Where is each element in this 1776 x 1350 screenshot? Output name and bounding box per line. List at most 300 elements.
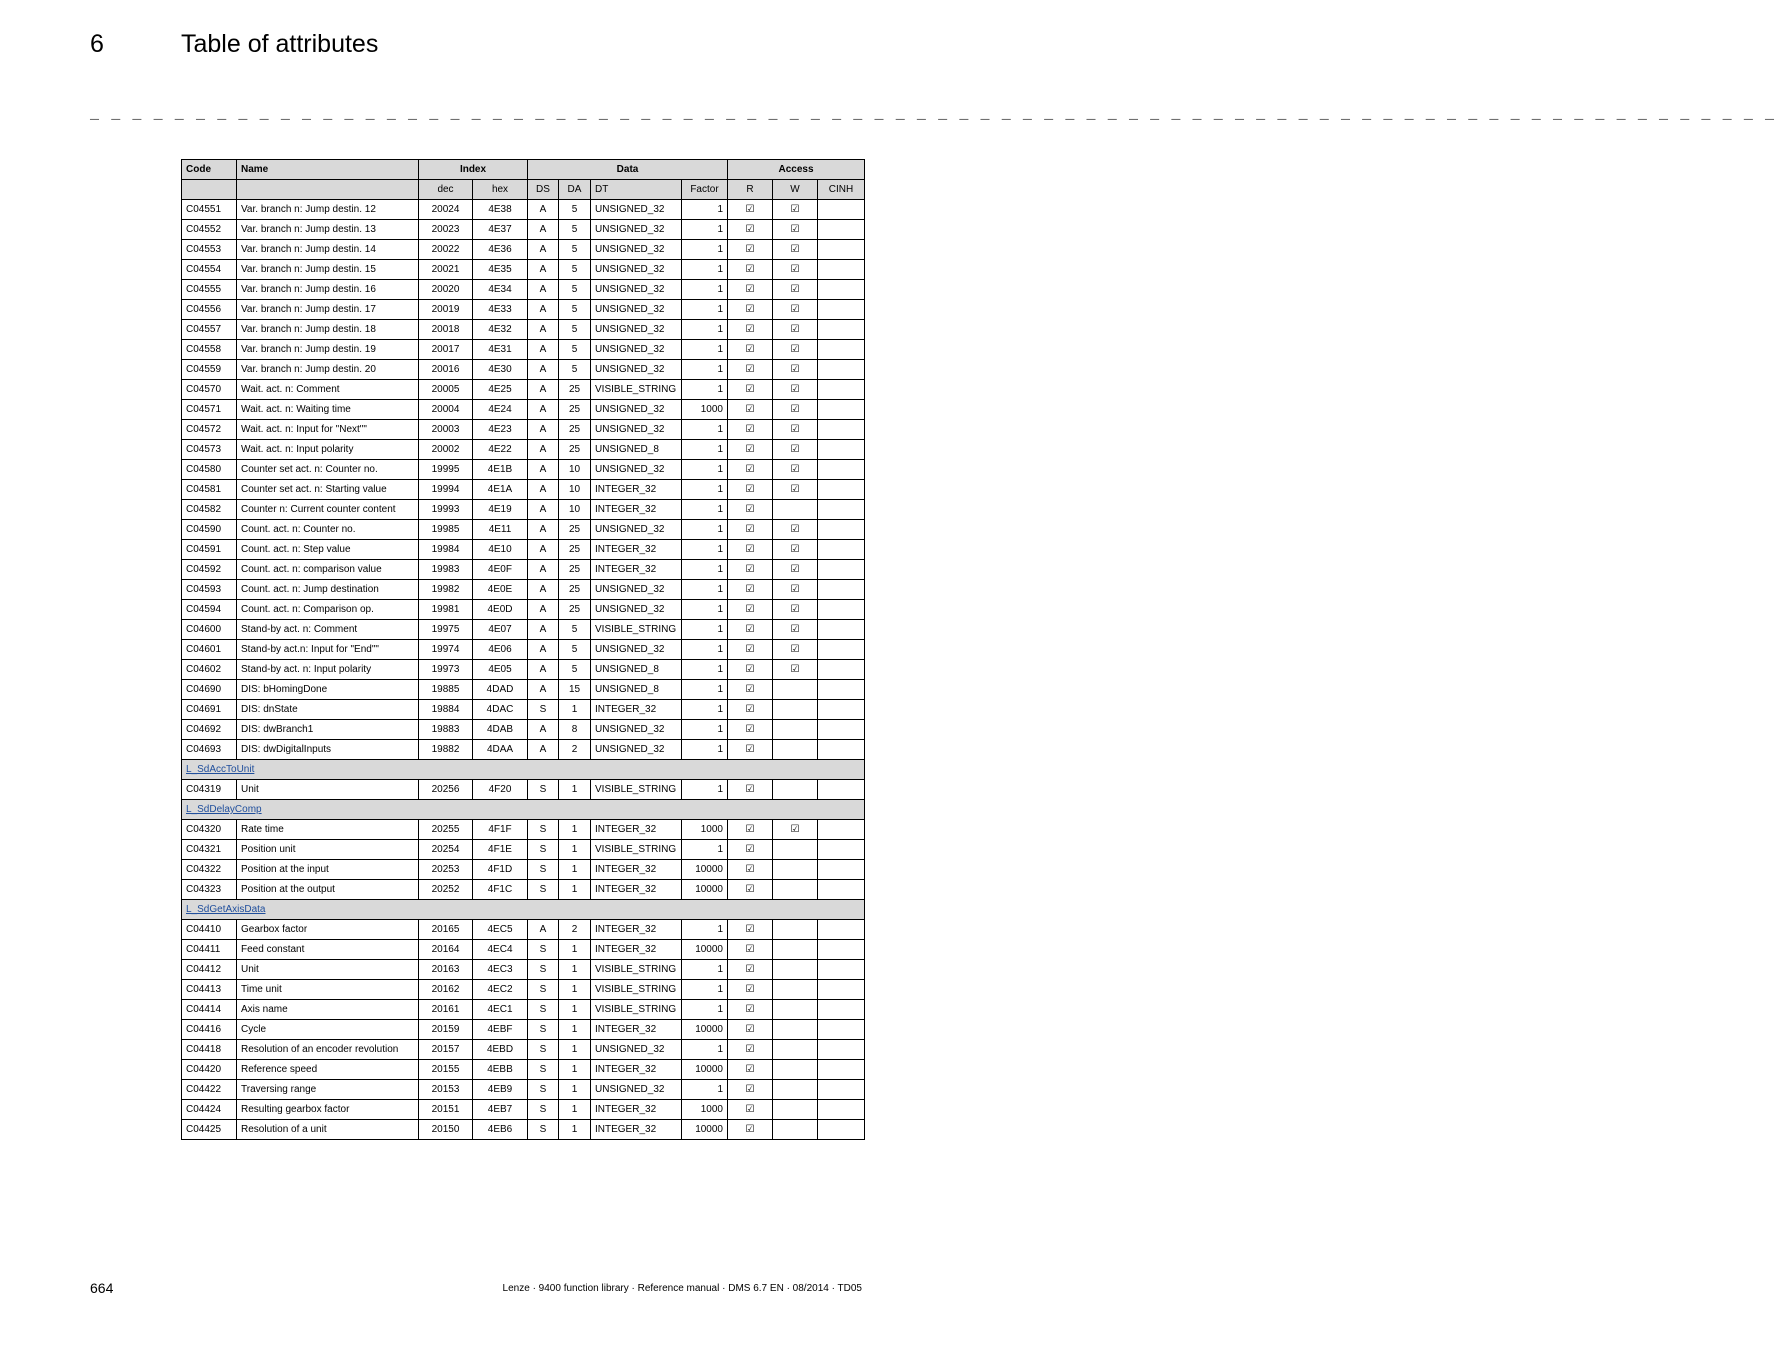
cell-dt: INTEGER_32 — [591, 480, 682, 500]
cell-cinh — [818, 940, 865, 960]
group-link[interactable]: L_SdAccToUnit — [186, 764, 255, 775]
cell-w — [773, 420, 818, 440]
table-row — [182, 360, 865, 380]
checkbox-checked-icon: ☑ — [745, 324, 755, 335]
cell-dt: UNSIGNED_32 — [591, 600, 682, 620]
cell-w — [773, 240, 818, 260]
cell-name: Traversing range — [237, 1080, 419, 1100]
table-row — [182, 620, 865, 640]
checkbox-checked-icon: ☑ — [745, 244, 755, 255]
cell-da: 5 — [559, 360, 591, 380]
cell-factor: 1000 — [682, 400, 728, 420]
cell-code: C04692 — [182, 720, 237, 740]
cell-code: C04557 — [182, 320, 237, 340]
cell-name: Unit — [237, 780, 419, 800]
cell-factor: 1 — [682, 320, 728, 340]
group-row — [182, 800, 865, 820]
cell-r — [728, 680, 773, 700]
cell-dt: UNSIGNED_8 — [591, 440, 682, 460]
cell-dec: 19885 — [419, 680, 473, 700]
cell-dt: UNSIGNED_8 — [591, 660, 682, 680]
cell-factor: 1 — [682, 680, 728, 700]
cell-ds: A — [528, 460, 559, 480]
cell-dec: 20023 — [419, 220, 473, 240]
cell-code: C04600 — [182, 620, 237, 640]
checkbox-checked-icon: ☑ — [790, 284, 800, 295]
cell-name: Wait. act. n: Waiting time — [237, 400, 419, 420]
col-subheader-blank — [182, 180, 237, 200]
cell-dec: 20150 — [419, 1120, 473, 1140]
cell-r — [728, 500, 773, 520]
cell-ds: A — [528, 280, 559, 300]
cell-r — [728, 260, 773, 280]
cell-factor: 10000 — [682, 1120, 728, 1140]
group-cell — [182, 800, 865, 820]
checkbox-checked-icon: ☑ — [745, 204, 755, 215]
cell-name: Wait. act. n: Input polarity — [237, 440, 419, 460]
table-row — [182, 1040, 865, 1060]
cell-r — [728, 620, 773, 640]
cell-dec: 20151 — [419, 1100, 473, 1120]
cell-name: Counter set act. n: Counter no. — [237, 460, 419, 480]
cell-r — [728, 420, 773, 440]
checkbox-checked-icon: ☑ — [745, 344, 755, 355]
cell-w — [773, 400, 818, 420]
cell-name: Wait. act. n: Input for "Next"" — [237, 420, 419, 440]
cell-cinh — [818, 420, 865, 440]
cell-name: DIS: bHomingDone — [237, 680, 419, 700]
cell-dec: 20021 — [419, 260, 473, 280]
cell-ds: A — [528, 220, 559, 240]
cell-hex: 4F1F — [473, 820, 528, 840]
cell-dec: 19975 — [419, 620, 473, 640]
group-cell — [182, 900, 865, 920]
cell-code: C04319 — [182, 780, 237, 800]
cell-dt: UNSIGNED_32 — [591, 720, 682, 740]
cell-code: C04320 — [182, 820, 237, 840]
cell-cinh — [818, 560, 865, 580]
cell-w — [773, 380, 818, 400]
cell-cinh — [818, 520, 865, 540]
cell-cinh — [818, 400, 865, 420]
cell-w — [773, 780, 818, 800]
cell-code: C04420 — [182, 1060, 237, 1080]
cell-da: 1 — [559, 980, 591, 1000]
checkbox-checked-icon: ☑ — [745, 924, 755, 935]
cell-name: Stand-by act. n: Input polarity — [237, 660, 419, 680]
checkbox-checked-icon: ☑ — [745, 1124, 755, 1135]
cell-factor: 1 — [682, 640, 728, 660]
cell-cinh — [818, 840, 865, 860]
cell-hex: 4EC5 — [473, 920, 528, 940]
cell-ds: A — [528, 660, 559, 680]
cell-hex: 4EBF — [473, 1020, 528, 1040]
cell-w — [773, 360, 818, 380]
cell-factor: 1 — [682, 500, 728, 520]
col-subheader-dt: DT — [591, 180, 682, 200]
checkbox-checked-icon: ☑ — [745, 824, 755, 835]
cell-dt: VISIBLE_STRING — [591, 980, 682, 1000]
cell-dec: 20003 — [419, 420, 473, 440]
cell-w — [773, 880, 818, 900]
cell-w — [773, 640, 818, 660]
cell-hex: 4E1A — [473, 480, 528, 500]
cell-cinh — [818, 220, 865, 240]
cell-da: 15 — [559, 680, 591, 700]
cell-hex: 4E0E — [473, 580, 528, 600]
cell-cinh — [818, 1060, 865, 1080]
col-header-code: Code — [182, 160, 237, 180]
cell-code: C04414 — [182, 1000, 237, 1020]
cell-factor: 10000 — [682, 940, 728, 960]
cell-r — [728, 360, 773, 380]
checkbox-checked-icon: ☑ — [790, 624, 800, 635]
cell-name: Rate time — [237, 820, 419, 840]
table-row — [182, 280, 865, 300]
cell-dt: VISIBLE_STRING — [591, 620, 682, 640]
cell-w — [773, 840, 818, 860]
cell-cinh — [818, 700, 865, 720]
cell-da: 5 — [559, 300, 591, 320]
cell-name: Count. act. n: Jump destination — [237, 580, 419, 600]
cell-r — [728, 580, 773, 600]
cell-dt: UNSIGNED_32 — [591, 580, 682, 600]
cell-factor: 1 — [682, 480, 728, 500]
cell-code: C04691 — [182, 700, 237, 720]
checkbox-checked-icon: ☑ — [745, 564, 755, 575]
table-row — [182, 700, 865, 720]
cell-name: Feed constant — [237, 940, 419, 960]
cell-code: C04571 — [182, 400, 237, 420]
checkbox-checked-icon: ☑ — [745, 1004, 755, 1015]
cell-dec: 19983 — [419, 560, 473, 580]
table-row — [182, 240, 865, 260]
cell-r — [728, 860, 773, 880]
cell-da: 25 — [559, 420, 591, 440]
checkbox-checked-icon: ☑ — [745, 424, 755, 435]
cell-dec: 20155 — [419, 1060, 473, 1080]
cell-ds: A — [528, 380, 559, 400]
cell-factor: 1 — [682, 660, 728, 680]
cell-cinh — [818, 580, 865, 600]
checkbox-checked-icon: ☑ — [790, 224, 800, 235]
table-row — [182, 260, 865, 280]
chapter-number: 6 — [90, 30, 104, 58]
cell-dec: 19993 — [419, 500, 473, 520]
cell-name: Var. branch n: Jump destin. 15 — [237, 260, 419, 280]
cell-cinh — [818, 240, 865, 260]
cell-w — [773, 660, 818, 680]
checkbox-checked-icon: ☑ — [745, 264, 755, 275]
cell-name: Count. act. n: comparison value — [237, 560, 419, 580]
cell-w — [773, 520, 818, 540]
cell-factor: 1 — [682, 720, 728, 740]
cell-name: Resulting gearbox factor — [237, 1100, 419, 1120]
cell-da: 1 — [559, 820, 591, 840]
cell-code: C04690 — [182, 680, 237, 700]
cell-dec: 20253 — [419, 860, 473, 880]
table-row — [182, 460, 865, 480]
cell-r — [728, 920, 773, 940]
cell-da: 1 — [559, 1060, 591, 1080]
group-link[interactable]: L_SdDelayComp — [186, 804, 262, 815]
cell-ds: S — [528, 1100, 559, 1120]
cell-w — [773, 920, 818, 940]
cell-factor: 1 — [682, 240, 728, 260]
cell-factor: 1 — [682, 700, 728, 720]
cell-factor: 1000 — [682, 1100, 728, 1120]
col-header-data: Data — [528, 160, 728, 180]
cell-r — [728, 440, 773, 460]
cell-cinh — [818, 740, 865, 760]
table-row — [182, 940, 865, 960]
cell-ds: A — [528, 680, 559, 700]
table-row — [182, 740, 865, 760]
cell-hex: 4E33 — [473, 300, 528, 320]
checkbox-checked-icon: ☑ — [745, 1084, 755, 1095]
cell-r — [728, 1040, 773, 1060]
cell-dec: 20254 — [419, 840, 473, 860]
cell-dec: 19884 — [419, 700, 473, 720]
col-header-name: Name — [237, 160, 419, 180]
table-row — [182, 1000, 865, 1020]
checkbox-checked-icon: ☑ — [790, 644, 800, 655]
cell-ds: S — [528, 960, 559, 980]
cell-da: 25 — [559, 540, 591, 560]
cell-w — [773, 940, 818, 960]
checkbox-checked-icon: ☑ — [745, 604, 755, 615]
cell-name: Wait. act. n: Comment — [237, 380, 419, 400]
cell-da: 5 — [559, 200, 591, 220]
cell-w — [773, 560, 818, 580]
cell-da: 25 — [559, 520, 591, 540]
cell-da: 5 — [559, 620, 591, 640]
table-row — [182, 560, 865, 580]
cell-ds: A — [528, 720, 559, 740]
cell-name: Var. branch n: Jump destin. 13 — [237, 220, 419, 240]
cell-da: 25 — [559, 380, 591, 400]
checkbox-checked-icon: ☑ — [790, 204, 800, 215]
cell-factor: 1 — [682, 520, 728, 540]
cell-da: 5 — [559, 220, 591, 240]
checkbox-checked-icon: ☑ — [745, 464, 755, 475]
cell-code: C04573 — [182, 440, 237, 460]
checkbox-checked-icon: ☑ — [745, 684, 755, 695]
checkbox-checked-icon: ☑ — [790, 524, 800, 535]
cell-factor: 1 — [682, 200, 728, 220]
cell-dt: UNSIGNED_32 — [591, 420, 682, 440]
cell-ds: A — [528, 320, 559, 340]
cell-dec: 20157 — [419, 1040, 473, 1060]
cell-w — [773, 820, 818, 840]
group-row — [182, 900, 865, 920]
group-cell — [182, 760, 865, 780]
cell-dt: INTEGER_32 — [591, 700, 682, 720]
cell-code: C04591 — [182, 540, 237, 560]
cell-ds: A — [528, 640, 559, 660]
checkbox-checked-icon: ☑ — [790, 244, 800, 255]
cell-da: 1 — [559, 1080, 591, 1100]
table-row — [182, 600, 865, 620]
cell-hex: 4EC3 — [473, 960, 528, 980]
cell-name: Cycle — [237, 1020, 419, 1040]
table-row — [182, 480, 865, 500]
table-row — [182, 520, 865, 540]
cell-w — [773, 200, 818, 220]
cell-hex: 4E1B — [473, 460, 528, 480]
cell-ds: A — [528, 520, 559, 540]
cell-r — [728, 220, 773, 240]
cell-hex: 4E07 — [473, 620, 528, 640]
cell-code: C04425 — [182, 1120, 237, 1140]
cell-ds: S — [528, 940, 559, 960]
checkbox-checked-icon: ☑ — [745, 1024, 755, 1035]
cell-dec: 19984 — [419, 540, 473, 560]
group-link[interactable]: L_SdGetAxisData — [186, 904, 266, 915]
cell-code: C04322 — [182, 860, 237, 880]
col-header-access: Access — [728, 160, 865, 180]
cell-factor: 1 — [682, 220, 728, 240]
cell-name: Resolution of an encoder revolution — [237, 1040, 419, 1060]
cell-factor: 1 — [682, 280, 728, 300]
cell-cinh — [818, 280, 865, 300]
cell-ds: A — [528, 340, 559, 360]
cell-dt: INTEGER_32 — [591, 1020, 682, 1040]
cell-dt: UNSIGNED_32 — [591, 520, 682, 540]
cell-factor: 1 — [682, 300, 728, 320]
cell-cinh — [818, 1040, 865, 1060]
group-row — [182, 760, 865, 780]
table-row — [182, 200, 865, 220]
checkbox-checked-icon: ☑ — [790, 304, 800, 315]
cell-da: 10 — [559, 480, 591, 500]
table-row — [182, 880, 865, 900]
checkbox-checked-icon: ☑ — [745, 704, 755, 715]
cell-hex: 4E0F — [473, 560, 528, 580]
checkbox-checked-icon: ☑ — [790, 384, 800, 395]
checkbox-checked-icon: ☑ — [745, 444, 755, 455]
cell-dt: UNSIGNED_32 — [591, 240, 682, 260]
cell-r — [728, 820, 773, 840]
cell-w — [773, 280, 818, 300]
checkbox-checked-icon: ☑ — [790, 404, 800, 415]
page-number: 664 — [90, 1280, 114, 1296]
cell-code: C04424 — [182, 1100, 237, 1120]
cell-ds: A — [528, 240, 559, 260]
cell-cinh — [818, 360, 865, 380]
cell-w — [773, 740, 818, 760]
cell-factor: 1 — [682, 740, 728, 760]
cell-hex: 4EBB — [473, 1060, 528, 1080]
cell-r — [728, 1100, 773, 1120]
checkbox-checked-icon: ☑ — [745, 644, 755, 655]
cell-dec: 20016 — [419, 360, 473, 380]
table-row — [182, 500, 865, 520]
cell-w — [773, 320, 818, 340]
cell-w — [773, 440, 818, 460]
checkbox-checked-icon: ☑ — [790, 484, 800, 495]
table-row — [182, 420, 865, 440]
cell-code: C04413 — [182, 980, 237, 1000]
checkbox-checked-icon: ☑ — [745, 304, 755, 315]
cell-dt: UNSIGNED_32 — [591, 200, 682, 220]
table-row — [182, 400, 865, 420]
cell-w — [773, 860, 818, 880]
checkbox-checked-icon: ☑ — [745, 504, 755, 515]
cell-w — [773, 460, 818, 480]
cell-hex: 4E34 — [473, 280, 528, 300]
cell-hex: 4E06 — [473, 640, 528, 660]
cell-da: 10 — [559, 500, 591, 520]
cell-da: 1 — [559, 860, 591, 880]
cell-r — [728, 1060, 773, 1080]
cell-r — [728, 320, 773, 340]
cell-da: 5 — [559, 660, 591, 680]
cell-dt: INTEGER_32 — [591, 500, 682, 520]
cell-da: 5 — [559, 280, 591, 300]
cell-w — [773, 600, 818, 620]
cell-dt: VISIBLE_STRING — [591, 1000, 682, 1020]
cell-name: Var. branch n: Jump destin. 14 — [237, 240, 419, 260]
cell-dec: 20165 — [419, 920, 473, 940]
cell-cinh — [818, 200, 865, 220]
cell-code: C04410 — [182, 920, 237, 940]
cell-ds: A — [528, 560, 559, 580]
cell-code: C04582 — [182, 500, 237, 520]
cell-name: Axis name — [237, 1000, 419, 1020]
cell-dec: 20163 — [419, 960, 473, 980]
table-row — [182, 220, 865, 240]
cell-ds: S — [528, 700, 559, 720]
cell-name: Stand-by act.n: Input for "End"" — [237, 640, 419, 660]
cell-hex: 4F20 — [473, 780, 528, 800]
cell-name: Gearbox factor — [237, 920, 419, 940]
checkbox-checked-icon: ☑ — [790, 584, 800, 595]
cell-w — [773, 1060, 818, 1080]
col-subheader-cinh: CINH — [818, 180, 865, 200]
checkbox-checked-icon: ☑ — [745, 1064, 755, 1075]
cell-factor: 1 — [682, 920, 728, 940]
checkbox-checked-icon: ☑ — [745, 1104, 755, 1115]
cell-dec: 20162 — [419, 980, 473, 1000]
cell-w — [773, 340, 818, 360]
cell-cinh — [818, 600, 865, 620]
checkbox-checked-icon: ☑ — [790, 324, 800, 335]
checkbox-checked-icon: ☑ — [745, 224, 755, 235]
cell-code: C04553 — [182, 240, 237, 260]
cell-cinh — [818, 480, 865, 500]
cell-hex: 4EC2 — [473, 980, 528, 1000]
cell-ds: A — [528, 440, 559, 460]
cell-hex: 4EC1 — [473, 1000, 528, 1020]
cell-cinh — [818, 660, 865, 680]
table-row — [182, 440, 865, 460]
cell-w — [773, 580, 818, 600]
cell-code: C04593 — [182, 580, 237, 600]
cell-dec: 19994 — [419, 480, 473, 500]
cell-name: Var. branch n: Jump destin. 17 — [237, 300, 419, 320]
cell-da: 1 — [559, 1040, 591, 1060]
cell-ds: A — [528, 500, 559, 520]
cell-hex: 4F1E — [473, 840, 528, 860]
checkbox-checked-icon: ☑ — [745, 624, 755, 635]
cell-ds: S — [528, 980, 559, 1000]
table-row — [182, 920, 865, 940]
cell-factor: 1 — [682, 260, 728, 280]
checkbox-checked-icon: ☑ — [745, 864, 755, 875]
cell-code: C04411 — [182, 940, 237, 960]
cell-name: Var. branch n: Jump destin. 18 — [237, 320, 419, 340]
